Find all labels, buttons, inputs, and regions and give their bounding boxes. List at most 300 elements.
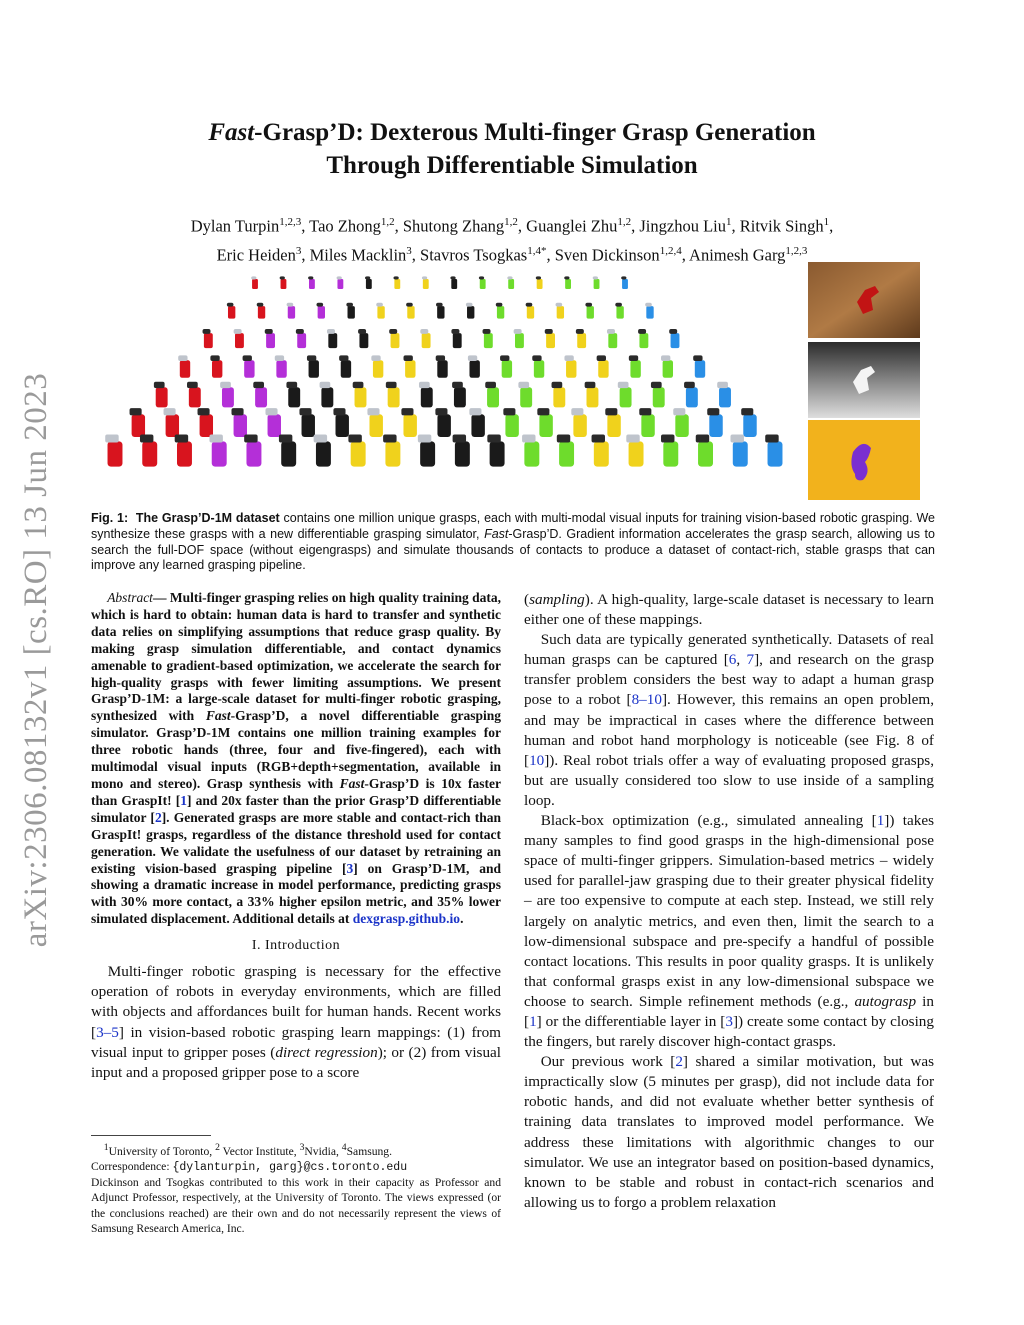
- grasp-object: [244, 360, 254, 378]
- gripper-hand: [187, 382, 198, 388]
- gripper-hand: [673, 408, 685, 415]
- abstract-dash: —: [152, 590, 170, 605]
- author-list: [100, 210, 924, 267]
- grasp-object: [527, 306, 534, 318]
- grasp-object: [641, 414, 654, 437]
- intro-paragraph: [91, 962, 501, 1083]
- author-affiliation: 3: [295, 244, 302, 257]
- grasp-object: [321, 387, 333, 407]
- paragraph-continuation: [524, 590, 934, 630]
- gripper-hand: [669, 329, 677, 334]
- paper-title: [100, 116, 924, 182]
- gripper-hand: [436, 303, 443, 307]
- author-name: Miles Macklin: [309, 245, 407, 264]
- citation-link[interactable]: 1: [529, 1012, 537, 1030]
- caption-italic: Fast: [484, 526, 509, 541]
- gripper-hand: [333, 408, 345, 415]
- author-name: Ritvik Singh: [739, 216, 824, 236]
- gripper-hand: [339, 355, 348, 361]
- author-affiliation: 1,4*: [527, 244, 547, 257]
- grasp-object: [520, 387, 532, 407]
- citation-link[interactable]: 2: [154, 809, 162, 825]
- title-line2: Through Differentiable Simulation: [326, 152, 698, 179]
- footnote-affiliations: $^1$University of Toronto, $^2$ Vector Institute, $^3$Nvidia, $^4$Samsung.: [103, 1142, 393, 1158]
- gripper-hand: [299, 408, 311, 415]
- p3-b: ] shared a similar motivation, but was impractically slow (5 minutes per grasp), did not include data for robotic hands, and did not evaluate whether better synthesis of training data translates to improved model performance. We address these limitations with algorithmic changes to our simulator. We use an integrator based on position-based dynamics, known to be stable and robust in contact-rich scenarios and allowing us to forgo a problem relaxation: [524, 1053, 934, 1211]
- grasp-object: [454, 387, 466, 407]
- grasp-object: [212, 360, 222, 378]
- gripper-hand: [765, 434, 778, 442]
- gripper-hand: [693, 355, 702, 361]
- p1-d: ]). Real robot trials offer a way of evaluating proposed grasps, but are usually considered too slow to use inside of a sampling loop.: [524, 751, 934, 809]
- gripper-hand: [605, 408, 617, 415]
- gripper-hand: [651, 382, 662, 388]
- gripper-hand: [406, 303, 413, 307]
- paragraph-blackbox: [524, 811, 934, 1052]
- grasp-object: [524, 441, 539, 466]
- gripper-hand: [717, 382, 728, 388]
- grasp-object: [437, 360, 447, 378]
- grasp-object: [359, 333, 368, 348]
- gripper-hand: [365, 276, 370, 279]
- citation-link[interactable]: 3: [725, 1012, 733, 1030]
- intro-text-c: ); or (2) from visual input and a proposed gripper pose to a score: [91, 1043, 502, 1081]
- gripper-hand: [450, 276, 455, 279]
- title-line1: -Grasp’D: Dexterous Multi-finger Grasp Generation: [254, 119, 816, 146]
- grasp-object: [455, 441, 470, 466]
- grasp-object: [266, 333, 275, 348]
- left-column: [91, 590, 501, 1083]
- footnote-aff-3: Nvidia,: [304, 1144, 342, 1158]
- grasp-object: [302, 414, 315, 437]
- grasp-object: [336, 414, 349, 437]
- grasp-object: [385, 441, 400, 466]
- footnote-aff-1: University of Toronto,: [108, 1144, 216, 1158]
- p2-d: ] or the differentiable layer in [: [536, 1012, 726, 1030]
- gripper-hand: [308, 276, 313, 279]
- grasp-object: [255, 387, 267, 407]
- grasp-object: [351, 441, 366, 466]
- gripper-hand: [618, 382, 629, 388]
- footnote: [91, 1135, 501, 1236]
- abstract-part3: -Grasp’D is 10x faster than GraspIt! [: [91, 775, 501, 808]
- grasp-object: [200, 414, 213, 437]
- grasp-object: [671, 333, 680, 348]
- gripper-hand: [536, 276, 541, 279]
- grasp-object: [451, 279, 457, 289]
- grasp-object: [467, 306, 474, 318]
- footnote-disclaimer: Dickinson and Tsogkas contributed to this work in their capacity as Professor and Adjunct Professor, respectively, at the University of Toronto. The views expressed (or the conclusions reached) are their own and do not necessarily represent the views of Samsung Research America, Inc.: [91, 1176, 501, 1235]
- author-affiliation: 1: [725, 216, 732, 228]
- gripper-hand: [287, 303, 294, 307]
- project-link[interactable]: dexgrasp.github.io: [352, 911, 461, 927]
- gripper-hand: [607, 329, 615, 334]
- gripper-hand: [203, 329, 211, 334]
- grasp-object: [212, 441, 227, 466]
- gripper-hand: [265, 408, 277, 415]
- gripper-hand: [466, 303, 473, 307]
- abstract-part5: ]. Generated grasps are more stable and contact-rich than GraspIt! grasps, regardless of the distance threshold used for contact generation. We validate the usefulness of our dataset by retraining an existing vision-based grasping pipeline [: [91, 809, 501, 876]
- gripper-hand: [251, 276, 256, 279]
- grasp-object: [348, 306, 355, 318]
- gripper-hand: [496, 303, 503, 307]
- citation-link[interactable]: 6: [728, 651, 737, 669]
- title-italic: Fast: [208, 119, 255, 146]
- gripper-hand: [564, 355, 573, 361]
- grasp-object: [663, 360, 673, 378]
- p1-c: ]. However, this remains an open problem, and may be impractical in cases where the difference between human and robot hand morphology is noticeable (see Fig. 8 of [: [524, 691, 934, 769]
- gripper-hand: [468, 355, 477, 361]
- grasp-object: [156, 387, 168, 407]
- gripper-hand: [383, 434, 396, 442]
- gripper-hand: [556, 303, 563, 307]
- gripper-hand: [518, 382, 529, 388]
- author-name: Eric Heiden: [216, 245, 296, 264]
- gripper-hand: [730, 434, 743, 442]
- grasp-object: [471, 414, 484, 437]
- section-heading-introduction: I. Introduction: [251, 938, 341, 954]
- grasp-object: [534, 360, 544, 378]
- footnote-correspondence: [91, 1159, 501, 1175]
- author-line-2: Eric Heiden$^3$, Miles Macklin$^3$, Stavros Tsogkas$^{1,4*}$, Sven Dickinson$^{1,2,4}$, Animesh Garg$^{1,2,3}$: [216, 244, 808, 264]
- gripper-hand: [220, 382, 231, 388]
- gripper-hand: [469, 408, 481, 415]
- gripper-hand: [436, 355, 445, 361]
- corr-label: Correspondence:: [91, 1160, 173, 1174]
- gripper-hand: [453, 434, 466, 442]
- gripper-hand: [507, 276, 512, 279]
- abstract-label: Abstract: [107, 590, 153, 605]
- gripper-hand: [661, 434, 674, 442]
- p2-c: in [: [524, 992, 934, 1030]
- grasp-object: [565, 279, 571, 289]
- gripper-hand: [376, 303, 383, 307]
- gripper-hand: [593, 276, 598, 279]
- gripper-hand: [401, 408, 413, 415]
- gripper-hand: [696, 434, 709, 442]
- abstract-part2: -Grasp’D, a novel differentiable grasping simulator. Grasp’D-1M contains one million training examples for three robotic hands (three, four and five-fingered), each with multimodal visual inputs (RGB+depth+segmentation, available in mono and stereo). Grasp synthesis with: [91, 708, 501, 791]
- grasp-object: [743, 414, 756, 437]
- gripper-hand: [346, 303, 353, 307]
- gripper-hand: [253, 382, 264, 388]
- gripper-hand: [404, 355, 413, 361]
- p1-b: ], and research on the grasp transfer problem considers the best way to adapt a human grasp pose to a robot [: [524, 651, 934, 709]
- figure-1: [105, 262, 935, 502]
- grasp-object: [341, 360, 351, 378]
- grasp-object: [698, 441, 713, 466]
- grasp-object: [497, 306, 504, 318]
- grasp-object: [421, 387, 433, 407]
- grasp-object: [337, 279, 343, 289]
- grasp-object: [366, 279, 372, 289]
- grasp-object: [132, 414, 145, 437]
- author-name: Tao Zhong: [309, 216, 381, 236]
- gripper-hand: [348, 434, 361, 442]
- grasp-object: [594, 279, 600, 289]
- gripper-hand: [307, 355, 316, 361]
- paragraph-datasets: Such data are typically generated synthetically. Datasets of real human grasps can be captured [6, 7], and research on the grasp transfer problem considers the best way to adapt a human grasp pose to a robot [8–10]. However, this remains an open problem, and may be impractical in cases where the difference between human and robot hand morphology is noticeable (see Fig. 8 of [10]). Real robot trials offer a way of evaluating proposed grasps, but are usually considered too slow to use inside of a sampling loop.: [524, 631, 934, 809]
- citation-link[interactable]: 3–5: [96, 1023, 119, 1041]
- grasp-object: [505, 414, 518, 437]
- intro-text-b: ] in vision-based robotic grasping learn mappings: (1) from visual input to gripper poses (: [91, 1023, 501, 1061]
- author-name: Guanglei Zhu: [526, 216, 618, 236]
- figure-1-image: [105, 262, 935, 502]
- author-line-1: Dylan Turpin$^{1,2,3}$, Tao Zhong$^{1,2}$, Shutong Zhang$^{1,2}$, Guanglei Zhu$^{1,2}$, Jingzhou Liu$^1$, Ritvik Singh$^1$,: [190, 216, 834, 236]
- gripper-hand: [210, 355, 219, 361]
- author-affiliation: 1,2,4: [659, 244, 682, 257]
- grasp-object: [391, 333, 400, 348]
- abstract-end: .: [460, 911, 464, 927]
- author-name: Shutong Zhang: [402, 216, 505, 236]
- author-name: Dylan Turpin: [190, 216, 280, 236]
- gripper-hand: [393, 276, 398, 279]
- grasp-object: [309, 360, 319, 378]
- grasp-object: [204, 333, 213, 348]
- grasp-object: [328, 333, 337, 348]
- p3-a: Our previous work [: [540, 1053, 676, 1071]
- grasp-object: [189, 387, 201, 407]
- author-affiliation: 1,2: [504, 216, 518, 228]
- footnote-aff-2: Vector Institute,: [219, 1144, 300, 1158]
- grasp-object: [355, 387, 367, 407]
- p2-italic: autograsp: [854, 992, 917, 1010]
- grasp-object: [288, 306, 295, 318]
- gripper-hand: [571, 408, 583, 415]
- author-name: Sven Dickinson: [554, 245, 660, 264]
- p0-italic: sampling: [529, 591, 585, 608]
- citation-link[interactable]: 1: [180, 792, 187, 808]
- grasp-object: [733, 441, 748, 466]
- grasp-object: [309, 279, 315, 289]
- grasp-object: [388, 387, 400, 407]
- grasp-object: [573, 414, 586, 437]
- gripper-hand: [154, 382, 165, 388]
- p2-a: Black-box optimization (e.g., simulated annealing [: [540, 812, 877, 830]
- gripper-hand: [418, 434, 431, 442]
- gripper-hand: [280, 276, 285, 279]
- citation-link[interactable]: 1: [876, 812, 885, 830]
- grasp-object: [663, 441, 678, 466]
- grasp-object: [453, 333, 462, 348]
- grasp-object: [675, 414, 688, 437]
- gripper-hand: [526, 303, 533, 307]
- gripper-hand: [629, 355, 638, 361]
- p2-b: ]) takes many samples to find good grasps in the high-dimensional pose space of multi-finger grippers. Simulation-based metrics – widely used for parallel-jaw grasping due to their greater physical fidelity – are too expensive to compute at each step. Instead, we still rely largely on analytic metrics, and even then, limit the search to a low-dimensional subspace and pre-specify a handful of possible contact locations. This results in poor quality grasps. It is unlikely that conformal grasps exist in any low-dimensional subspace we choose to search. Simple refinement methods (e.g.,: [524, 812, 935, 1010]
- gripper-hand: [367, 408, 379, 415]
- gripper-hand: [585, 303, 592, 307]
- author-affiliation: 1,2: [617, 216, 632, 228]
- caption-bold-lead: The Grasp’D-1M dataset: [135, 511, 280, 525]
- grasp-object: [394, 279, 400, 289]
- gripper-hand: [532, 355, 541, 361]
- gripper-hand: [422, 276, 427, 279]
- gripper-hand: [564, 276, 569, 279]
- grasp-object: [234, 414, 247, 437]
- gripper-hand: [707, 408, 719, 415]
- abstract-part4: ] and 20x faster than the prior Grasp’D differentiable simulator [: [91, 792, 501, 825]
- gripper-hand: [503, 408, 515, 415]
- caption-text-a: contains one million unique grasps, each with multi-modal visual inputs for training vision-based robotic grasping. We synthesize these grasps with a new differentiable grasping simulator,: [91, 511, 935, 541]
- author-name: Jingzhou Liu: [639, 216, 726, 236]
- gripper-hand: [576, 329, 584, 334]
- grasp-object: [559, 441, 574, 466]
- gripper-hand: [296, 329, 304, 334]
- grasp-object: [480, 279, 486, 289]
- abstract-part6: ] on Grasp’D-1M, and showing a dramatic increase in model performance, predicting grasps with 30% more contact, a 33% higher epsilon metric, and 35% lower simulated displacement. Additional details at: [91, 860, 501, 927]
- gripper-hand: [140, 434, 153, 442]
- gripper-hand: [257, 303, 264, 307]
- grasp-object: [316, 441, 331, 466]
- gripper-hand: [178, 355, 187, 361]
- gripper-hand: [684, 382, 695, 388]
- grasp-object: [422, 333, 431, 348]
- author-affiliation: 1: [823, 216, 830, 228]
- grasp-object: [616, 306, 623, 318]
- grasp-object: [620, 387, 632, 407]
- grasp-grid: [105, 276, 782, 466]
- gripper-hand: [645, 303, 652, 307]
- grasp-object: [407, 306, 414, 318]
- gripper-hand: [621, 276, 626, 279]
- gripper-hand: [316, 303, 323, 307]
- p0-rest: ). A high-quality, large-scale dataset is necessary to learn either one of these mappings.: [524, 591, 934, 629]
- grasp-object: [268, 414, 281, 437]
- grasp-object: [258, 306, 265, 318]
- gripper-hand: [500, 355, 509, 361]
- grasp-object: [318, 306, 325, 318]
- citation-link[interactable]: 8–10: [631, 691, 662, 709]
- gripper-hand: [353, 382, 364, 388]
- caption-text-b: -Grasp’D. Gradient information accelerates the grasp search, allowing us to search the full-DOF space (without eigengrasps) and simulate thousands of contacts to produce a dataset of contact-rich, stable grasps that can improve any learned grasping pipeline.: [91, 526, 935, 573]
- gripper-hand: [314, 434, 327, 442]
- gripper-hand: [327, 329, 335, 334]
- gripper-hand: [130, 408, 142, 415]
- grasp-object: [587, 306, 594, 318]
- grasp-object: [653, 387, 665, 407]
- footnote-aff-4: Samsung.: [346, 1144, 393, 1158]
- gripper-hand: [597, 355, 606, 361]
- grasp-object: [423, 279, 429, 289]
- grasp-object: [252, 279, 258, 289]
- gripper-hand: [451, 329, 459, 334]
- p1-a: Such data are typically generated synthetically. Datasets of real human grasps can be captured [: [524, 631, 934, 669]
- gripper-hand: [265, 329, 273, 334]
- arxiv-side-stamp: arXiv:2306.08132v1 [cs.RO] 13 Jun 2023: [18, 372, 54, 948]
- abstract-part1: Multi-finger grasping relies on high quality training data, which is hard to obtain: human data is hard to transfer and synthetic data relies on simplifying assumptions that reduce grasp quality. By making grasp simulation differentiable, and contact dynamics amenable to gradient-based optimization, we accelerate the search for high-quality grasps with fewer limiting assumptions. We present Grasp’D-1M: a large-scale dataset for multi-finger robotic grasping, synthesized with: [91, 590, 502, 724]
- grasp-object: [630, 360, 640, 378]
- grasp-object: [607, 414, 620, 437]
- intro-text-a: Multi-finger robotic grasping is necessary for the effective operation of robots in everyday environments, which are filled with objects and affordances built for human hands. Recent works [: [91, 963, 501, 1041]
- gripper-hand: [164, 408, 176, 415]
- grasp-object: [490, 441, 505, 466]
- gripper-hand: [244, 434, 257, 442]
- gripper-hand: [234, 329, 242, 334]
- grasp-object: [539, 414, 552, 437]
- gripper-hand: [485, 382, 496, 388]
- author-name: Animesh Garg: [689, 245, 786, 264]
- gripper-hand: [209, 434, 222, 442]
- author-affiliation: 1,2: [380, 216, 395, 228]
- gripper-hand: [337, 276, 342, 279]
- grasp-object: [235, 333, 244, 348]
- gripper-hand: [198, 408, 210, 415]
- gripper-hand: [227, 303, 234, 307]
- grasp-object: [629, 441, 644, 466]
- grasp-object: [288, 387, 300, 407]
- grasp-object: [403, 414, 416, 437]
- citation-link[interactable]: 7: [746, 651, 755, 669]
- grasp-object: [502, 360, 512, 378]
- gripper-hand: [638, 329, 646, 334]
- grasp-object: [281, 279, 287, 289]
- grasp-object: [228, 306, 235, 318]
- grasp-object: [180, 360, 190, 378]
- author-affiliation: 1,2,3: [279, 216, 302, 228]
- gripper-hand: [452, 382, 463, 388]
- intro-italic: direct regression: [275, 1043, 378, 1061]
- gripper-hand: [275, 355, 284, 361]
- grasp-object: [487, 387, 499, 407]
- gripper-hand: [389, 329, 397, 334]
- grasp-object: [108, 441, 123, 466]
- grasp-object: [369, 414, 382, 437]
- grasp-object: [594, 441, 609, 466]
- grasp-object: [598, 360, 608, 378]
- gripper-hand: [320, 382, 331, 388]
- gripper-hand: [615, 303, 622, 307]
- grasp-object: [166, 414, 179, 437]
- right-column: [524, 590, 934, 1213]
- corr-email: {dylanturpin, garg}@cs.toronto.edu: [172, 1161, 408, 1175]
- gripper-hand: [435, 408, 447, 415]
- gripper-hand: [105, 434, 118, 442]
- gripper-hand: [358, 329, 366, 334]
- grasp-object: [508, 279, 514, 289]
- grasp-object: [719, 387, 731, 407]
- gripper-hand: [592, 434, 605, 442]
- gripper-hand: [243, 355, 252, 361]
- gripper-hand: [639, 408, 651, 415]
- abstract: [91, 590, 501, 928]
- author-affiliation: 1,2,3: [785, 244, 808, 257]
- p0-open: (: [524, 591, 530, 608]
- citation-link[interactable]: 2: [675, 1053, 683, 1071]
- grasp-object: [515, 333, 524, 348]
- p2-e: ]) create some contact by closing the fingers, but rarely discover high-contact grasps.: [524, 1012, 934, 1051]
- gripper-hand: [231, 408, 243, 415]
- grasp-object: [222, 387, 234, 407]
- grasp-object: [405, 360, 415, 378]
- gripper-hand: [175, 434, 188, 442]
- grasp-object: [709, 414, 722, 437]
- grasp-object: [537, 279, 543, 289]
- citation-link[interactable]: 10: [529, 751, 545, 769]
- grasp-object: [586, 387, 598, 407]
- grasp-object: [608, 333, 617, 348]
- grasp-object: [437, 414, 450, 437]
- gripper-hand: [741, 408, 753, 415]
- gripper-hand: [545, 329, 553, 334]
- citation-link[interactable]: 3: [346, 860, 354, 876]
- gripper-hand: [552, 382, 563, 388]
- grasp-object: [577, 333, 586, 348]
- grasp-object: [246, 441, 261, 466]
- gripper-hand: [279, 434, 292, 442]
- grasp-object: [177, 441, 192, 466]
- grasp-object: [768, 441, 783, 466]
- abstract-fast1: Fast: [205, 708, 231, 724]
- grasp-object: [686, 387, 698, 407]
